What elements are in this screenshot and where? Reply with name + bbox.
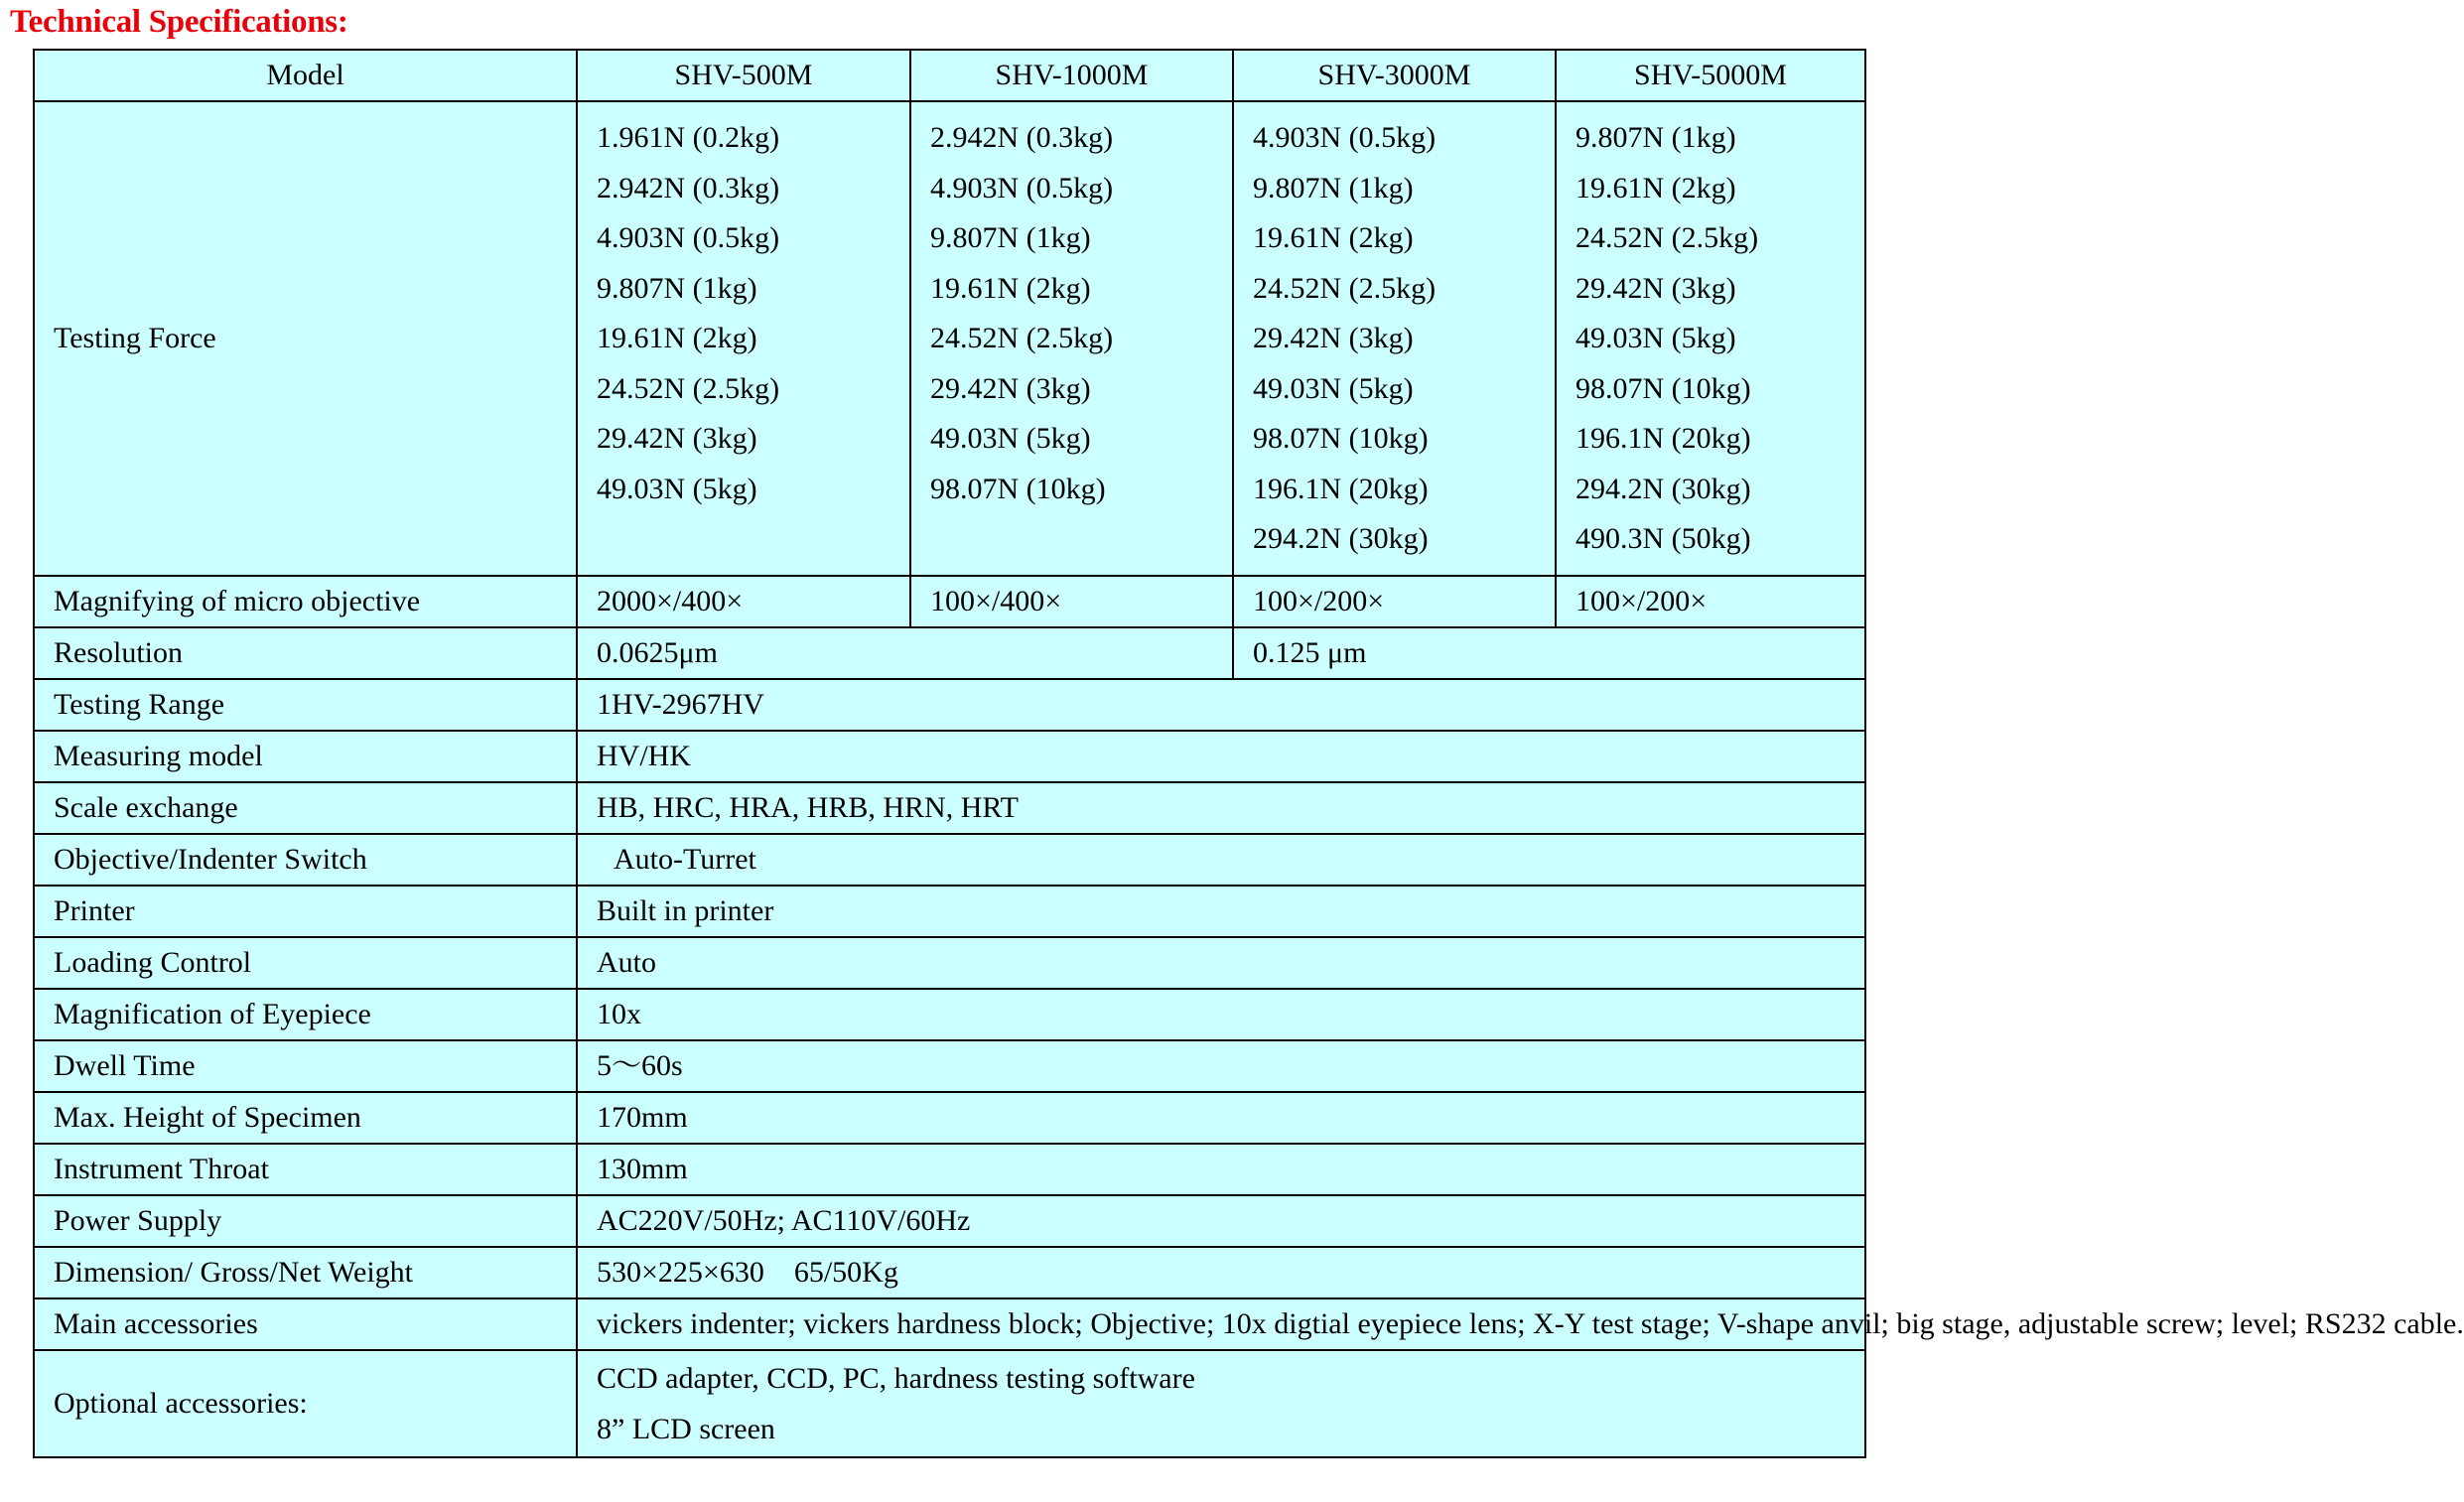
spec-label: Loading Control: [34, 937, 577, 989]
model-shv-5000m: SHV-5000M: [1556, 50, 1865, 101]
optional-accessories-value: [577, 1350, 1865, 1457]
force-value: 98.07N (10kg): [1575, 371, 1751, 405]
model-shv-500m: SHV-500M: [577, 50, 910, 101]
optional-accessory-line: CCD adapter, CCD, PC, hardness testing software: [597, 1361, 1195, 1395]
main-accessories-value: vickers indenter; vickers hardness block; Objective; 10x digtial eyepiece lens; X-Y test stage; V-shape anvil; big stage, adjustable screw; level; RS232 cable.: [577, 1298, 1865, 1350]
force-value: 9.807N (1kg): [930, 221, 1091, 254]
force-value: 29.42N (3kg): [930, 371, 1091, 405]
spec-row: [34, 1247, 1865, 1298]
spec-table: [33, 49, 2464, 1458]
spec-value: 5～60s: [577, 1040, 1865, 1092]
testing-force-shv-5000m: [1556, 101, 1865, 576]
force-value: 49.03N (5kg): [1575, 322, 1736, 354]
resolution-value-b: 0.125 μm: [1233, 627, 1865, 679]
spec-value: 130mm: [577, 1144, 1865, 1195]
header-row: [34, 50, 1865, 101]
main-accessories-row: [34, 1298, 1865, 1350]
force-value: 294.2N (30kg): [1575, 472, 1751, 505]
spec-value: AC220V/50Hz; AC110V/60Hz: [577, 1195, 1865, 1247]
force-value: 2.942N (0.3kg): [597, 171, 780, 205]
force-value: 4.903N (0.5kg): [597, 221, 780, 254]
page-title: Technical Specifications:: [10, 4, 348, 40]
force-value: 9.807N (1kg): [1253, 171, 1414, 205]
resolution-row: [34, 627, 1865, 679]
testing-force-row: [34, 101, 1865, 576]
magnifying-shv-500m: 2000×/400×: [577, 576, 910, 627]
force-value: 490.3N (50kg): [1575, 522, 1751, 555]
spec-row: [34, 989, 1865, 1040]
force-value: 24.52N (2.5kg): [1575, 221, 1759, 254]
spec-value: Auto-Turret: [577, 834, 1865, 886]
optional-accessories-label: Optional accessories:: [34, 1350, 577, 1457]
force-value: 49.03N (5kg): [930, 422, 1091, 455]
spec-row: [34, 1195, 1865, 1247]
resolution-value-a: 0.0625μm: [577, 627, 1233, 679]
force-value: 19.61N (2kg): [597, 322, 757, 354]
resolution-label: Resolution: [34, 627, 577, 679]
force-value: 49.03N (5kg): [1253, 371, 1414, 405]
magnifying-label: Magnifying of micro objective: [34, 576, 577, 627]
spec-label: Instrument Throat: [34, 1144, 577, 1195]
spec-row: [34, 834, 1865, 886]
force-value: 4.903N (0.5kg): [930, 171, 1114, 205]
force-value: 19.61N (2kg): [1253, 221, 1414, 254]
spec-label: Max. Height of Specimen: [34, 1092, 577, 1144]
spec-row: [34, 679, 1865, 731]
force-value: 24.52N (2.5kg): [930, 322, 1114, 354]
force-value: 29.42N (3kg): [597, 422, 757, 455]
magnifying-row: [34, 576, 1865, 627]
spec-row: [34, 937, 1865, 989]
main-accessories-label: Main accessories: [34, 1298, 577, 1350]
force-value: 9.807N (1kg): [597, 271, 757, 305]
magnifying-shv-1000m: 100×/400×: [910, 576, 1233, 627]
spec-row: [34, 782, 1865, 834]
spec-label: Testing Range: [34, 679, 577, 731]
force-value: 24.52N (2.5kg): [597, 371, 780, 405]
spec-label: Dwell Time: [34, 1040, 577, 1092]
force-value: 294.2N (30kg): [1253, 522, 1429, 555]
force-value: 1.961N (0.2kg): [597, 121, 780, 154]
spec-label: Scale exchange: [34, 782, 577, 834]
spec-label: Magnification of Eyepiece: [34, 989, 577, 1040]
optional-accessory-line: 8” LCD screen: [597, 1412, 775, 1445]
spec-label: Objective/Indenter Switch: [34, 834, 577, 886]
spec-value: HB, HRC, HRA, HRB, HRN, HRT: [577, 782, 1865, 834]
force-value: 9.807N (1kg): [1575, 121, 1736, 154]
model-shv-1000m: SHV-1000M: [910, 50, 1233, 101]
spec-label: Printer: [34, 886, 577, 937]
spec-row: [34, 1144, 1865, 1195]
force-value: 196.1N (20kg): [1253, 472, 1429, 505]
force-value: 19.61N (2kg): [1575, 171, 1736, 205]
spec-label: Power Supply: [34, 1195, 577, 1247]
spec-row: [34, 1092, 1865, 1144]
force-value: 98.07N (10kg): [930, 472, 1106, 505]
spec-label: Measuring model: [34, 731, 577, 782]
testing-force-shv-3000m: [1233, 101, 1556, 576]
force-value: 29.42N (3kg): [1575, 271, 1736, 305]
spec-row: [34, 1040, 1865, 1092]
spec-value: Built in printer: [577, 886, 1865, 937]
spec-value: HV/HK: [577, 731, 1865, 782]
testing-force-label: Testing Force: [34, 101, 577, 576]
force-value: 2.942N (0.3kg): [930, 121, 1114, 154]
magnifying-shv-3000m: 100×/200×: [1233, 576, 1556, 627]
spec-value: 170mm: [577, 1092, 1865, 1144]
force-value: 29.42N (3kg): [1253, 322, 1414, 354]
force-value: 4.903N (0.5kg): [1253, 121, 1437, 154]
testing-force-shv-1000m: [910, 101, 1233, 576]
force-value: 19.61N (2kg): [930, 271, 1091, 305]
magnifying-shv-5000m: 100×/200×: [1556, 576, 1865, 627]
spec-row: [34, 886, 1865, 937]
spec-value: 10x: [577, 989, 1865, 1040]
force-value: 24.52N (2.5kg): [1253, 271, 1437, 305]
model-label: Model: [34, 50, 577, 101]
optional-accessories-row: [34, 1350, 1865, 1457]
spec-value: Auto: [577, 937, 1865, 989]
spec-value: 1HV-2967HV: [577, 679, 1865, 731]
spec-label: Dimension/ Gross/Net Weight: [34, 1247, 577, 1298]
force-value: 49.03N (5kg): [597, 472, 757, 505]
testing-force-shv-500m: [577, 101, 910, 576]
force-value: 98.07N (10kg): [1253, 422, 1429, 455]
force-value: 196.1N (20kg): [1575, 422, 1751, 455]
spec-value: 530×225×630 65/50Kg: [577, 1247, 1865, 1298]
spec-row: [34, 731, 1865, 782]
model-shv-3000m: SHV-3000M: [1233, 50, 1556, 101]
